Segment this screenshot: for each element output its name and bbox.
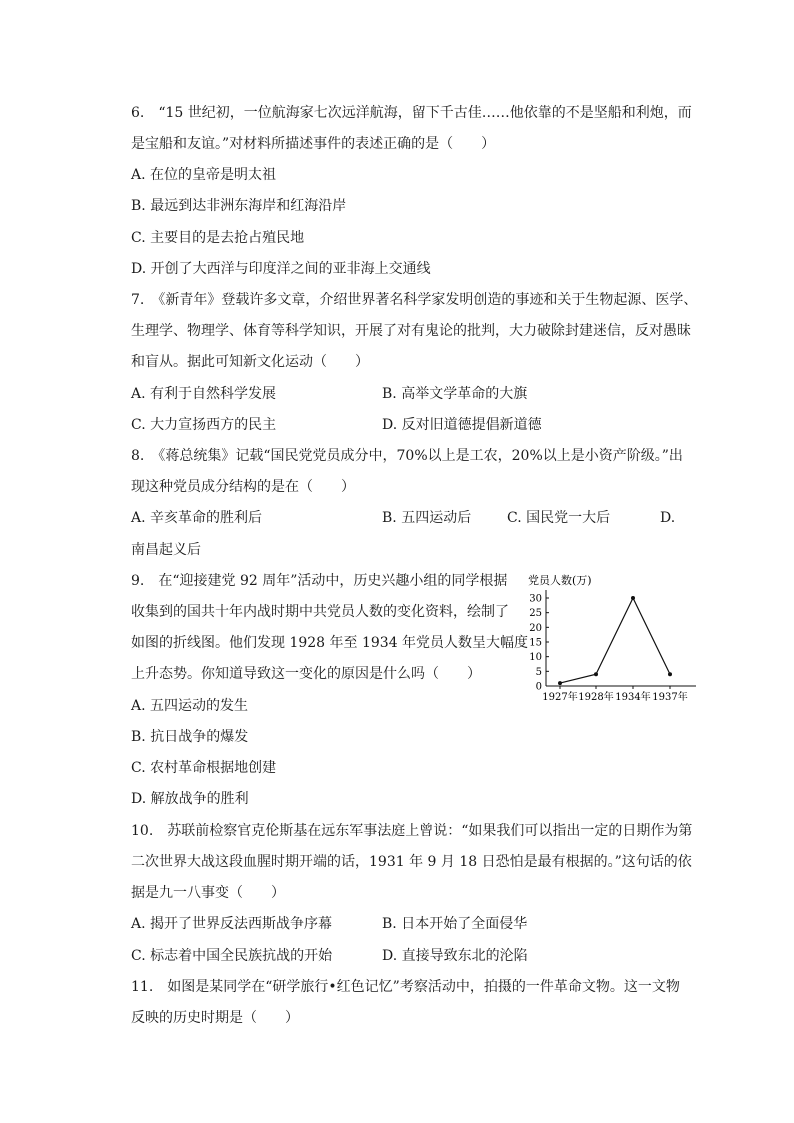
chart-title: 党员人数(万): [528, 574, 592, 587]
q9-stem-line-2: 收集到的国共十年内战时期中共党员人数的变化资料，绘制了: [131, 604, 509, 620]
q7-stem-line-1: 7. 《新青年》登载许多文章，介绍世界著名科学家发明创造的事迹和关于生物起源、医学、: [131, 292, 698, 308]
q8-stem-line-2: 现这种党员成分结构的是在（ ）: [131, 479, 355, 495]
data-point: [631, 596, 635, 600]
q7-stem-line-3: 和盲从。据此可知新文化运动（ ）: [131, 354, 369, 370]
q6-option-a: A. 在位的皇帝是明太祖: [131, 167, 277, 183]
q6-option-b: B. 最远到达非洲东海岸和红海沿岸: [131, 198, 347, 214]
x-tick-label: 1937年: [652, 692, 688, 703]
q7-option-d: D. 反对旧道德提倡新道德: [382, 417, 542, 433]
y-tick-label: 20: [529, 622, 542, 634]
q8-option-a: A. 辛亥革命的胜利后: [131, 510, 263, 526]
y-tick-label: 5: [535, 666, 542, 678]
y-tick-label: 15: [529, 637, 542, 649]
x-tick-label: 1927年: [542, 692, 578, 703]
q9-option-c: C. 农村革命根据地创建: [131, 760, 277, 776]
q8-option-c: C. 国民党一大后: [507, 510, 611, 526]
q8-option-d-continued: 南昌起义后: [131, 542, 201, 558]
q9-option-d: D. 解放战争的胜利: [131, 791, 249, 807]
q8-option-d: D.: [660, 510, 676, 526]
q11-stem-line-1: 11. 如图是某同学在“研学旅行•红色记忆”考察活动中，拍摄的一件革命文物。这一文物: [131, 979, 680, 995]
y-tick-label: 30: [529, 593, 542, 605]
x-tick-label: 1928年: [578, 692, 614, 703]
q8-stem-line-1: 8. 《蒋总统集》记载“国民党党员成分中，70%以上是工农，20%以上是小资产阶级。”出: [131, 448, 683, 464]
y-tick-label: 10: [529, 652, 542, 664]
data-point: [594, 672, 598, 676]
q7-stem-line-2: 生理学、物理学、体育等科学知识，开展了对有鬼论的批判，大力破除封建迷信，反对愚昧: [131, 323, 691, 339]
x-tick-label: 1934年: [615, 692, 651, 703]
q10-stem-line-3: 据是九一八事变（ ）: [131, 885, 285, 901]
q10-option-a: A. 揭开了世界反法西斯战争序幕: [131, 916, 333, 932]
q7-option-b: B. 高举文学革命的大旗: [382, 386, 528, 402]
q7-option-c: C. 大力宣扬西方的民主: [131, 417, 277, 433]
q9-stem-line-1: 9. 在“迎接建党 92 周年”活动中，历史兴趣小组的同学根据: [131, 573, 508, 589]
party-membership-line-chart: [524, 570, 700, 708]
q10-option-d: D. 直接导致东北的沦陷: [382, 948, 528, 964]
series-line: [560, 598, 670, 683]
data-point: [558, 681, 562, 685]
q9-option-b: B. 抗日战争的爆发: [131, 729, 249, 745]
q6-option-d: D. 开创了大西洋与印度洋之间的亚非海上交通线: [131, 261, 431, 277]
q6-option-c: C. 主要目的是去抢占殖民地: [131, 230, 305, 246]
q10-option-c: C. 标志着中国全民族抗战的开始: [131, 948, 333, 964]
q11-stem-line-2: 反映的历史时期是（ ）: [131, 1010, 299, 1026]
q8-option-b: B. 五四运动后: [382, 510, 472, 526]
q6-stem-line-2: 是宝船和友谊。”对材料所描述事件的表述正确的是（ ）: [131, 136, 496, 152]
q6-stem-line-1: 6. “15 世纪初，一位航海家七次远洋航海，留下千古佳……他依靠的不是坚船和利炮，而: [131, 105, 692, 121]
q10-stem-line-2: 二次世界大战这段血腥时期开端的话，1931 年 9 月 18 日恐怕是最有根据的。”这句话的依: [131, 854, 692, 870]
q9-stem-line-4: 上升态势。你知道导致这一变化的原因是什么吗（ ）: [131, 666, 481, 682]
y-tick-label: 0: [535, 681, 542, 693]
q10-stem-line-1: 10. 苏联前检察官克伦斯基在远东军事法庭上曾说：“如果我们可以指出一定的日期作为第: [131, 823, 693, 839]
data-point: [668, 672, 672, 676]
y-tick-label: 25: [529, 608, 542, 620]
q7-option-a: A. 有利于自然科学发展: [131, 386, 277, 402]
q9-option-a: A. 五四运动的发生: [131, 698, 249, 714]
q9-stem-line-3: 如图的折线图。他们发现 1928 年至 1934 年党员人数呈大幅度: [131, 635, 529, 651]
q10-option-b: B. 日本开始了全面侵华: [382, 916, 528, 932]
